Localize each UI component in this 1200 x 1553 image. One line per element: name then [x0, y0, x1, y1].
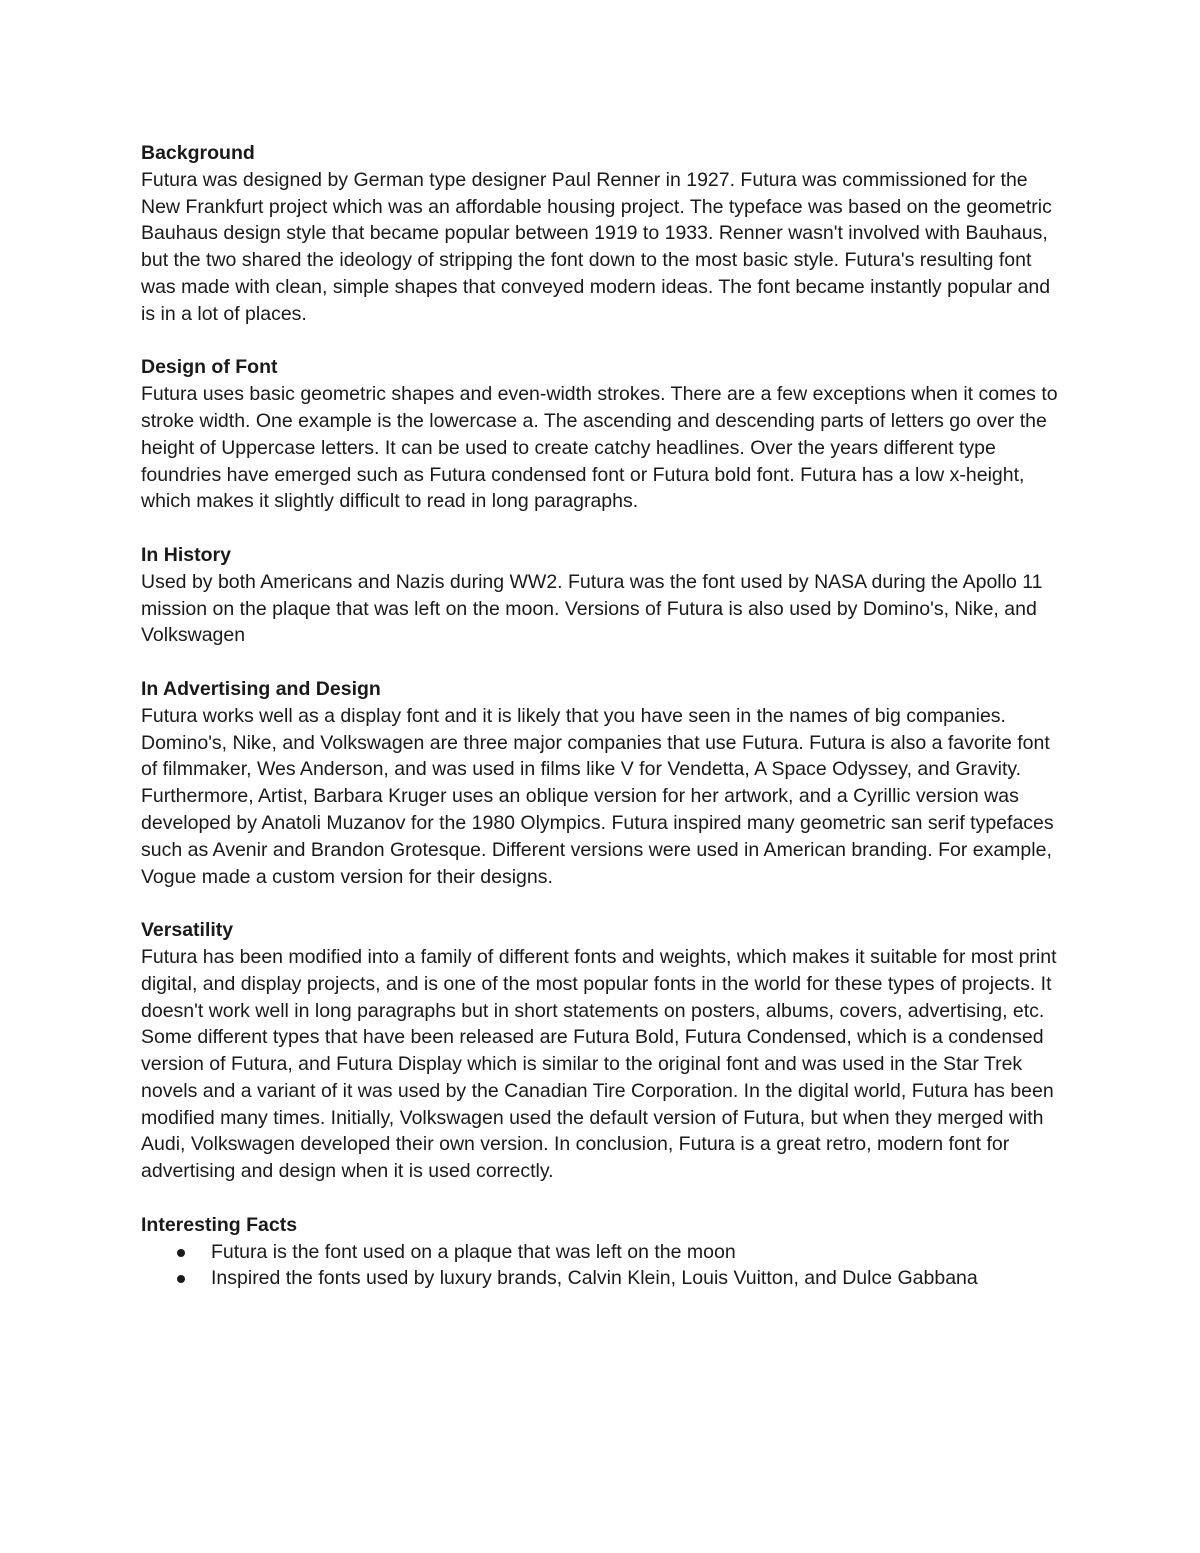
- facts-list: [141, 1239, 1061, 1293]
- section-heading: Versatility: [141, 919, 234, 942]
- section-design-of-font: [141, 354, 1061, 515]
- list-item-text: Futura is the font used on a plaque that was left on the moon: [211, 1240, 736, 1263]
- section-in-history: [141, 542, 1061, 649]
- section-interesting-facts: [141, 1212, 1061, 1292]
- section-heading: Design of Font: [141, 356, 278, 379]
- bullet-icon: [177, 1249, 185, 1257]
- bullet-icon: [177, 1275, 185, 1283]
- section-in-advertising-and-design: [141, 676, 1061, 890]
- section-paragraph: Futura uses basic geometric shapes and even-width strokes. There are a few exceptions when it comes to stroke width. One example is the lowercase a. The ascending and descending parts of letters go over the height of Uppercase letters. It can be used to create catchy headlines. Over the years different type foundries have emerged such as Futura condensed font or Futura bold font. Futura has a low x-height, which makes it slightly difficult to read in long paragraphs.: [141, 383, 1058, 513]
- section-background: [141, 140, 1061, 328]
- section-paragraph: Futura has been modified into a family of different fonts and weights, which makes it suitable for most print digital, and display projects, and is one of the most popular fonts in the world for these types of projects. It doesn't work well in long paragraphs but in short statements on posters, albums, covers, advertising, etc. Some different types that have been released are Futura Bold, Futura Condensed, which is a condensed version of Futura, and Futura Display which is similar to the original font and was used in the Star Trek novels and a variant of it was used by the Canadian Tire Corporation. In the digital world, Futura has been modified many times. Initially, Volkswagen used the default version of Futura, but when they merged with Audi, Volkswagen developed their own version. In conclusion, Futura is a great retro, modern font for advertising and design when it is used correctly.: [141, 945, 1057, 1183]
- section-heading: Interesting Facts: [141, 1213, 298, 1236]
- list-item-text: Inspired the fonts used by luxury brands, Calvin Klein, Louis Vuitton, and Dulce Gabbana: [211, 1267, 978, 1290]
- list-item: [211, 1265, 1061, 1292]
- section-heading: Background: [141, 142, 255, 164]
- section-heading: In Advertising and Design: [141, 677, 381, 700]
- document-page: [141, 140, 1061, 1319]
- section-versatility: [141, 917, 1061, 1185]
- section-paragraph: Futura was designed by German type designer Paul Renner in 1927. Futura was commissioned for the New Frankfurt project which was an affordable housing project. The typeface was based on the geometric Bauhaus design style that became popular between 1919 to 1933. Renner wasn't involved with Bauhaus, but the two shared the ideology of stripping the font down to the most basic style. Futura's resulting font was made with clean, simple shapes that conveyed modern ideas. The font became instantly popular and is in a lot of places.: [141, 168, 1052, 325]
- section-paragraph: Futura works well as a display font and it is likely that you have seen in the names of big companies. Domino's, Nike, and Volkswagen are three major companies that use Futura. Futura is also a favorite font of filmmaker, Wes Anderson, and was used in films like V for Vendetta, A Space Odyssey, and Gravity. Furthermore, Artist, Barbara Kruger uses an oblique version for her artwork, and a Cyrillic version was developed by Anatoli Muzanov for the 1980 Olympics. Futura inspired many geometric san serif typefaces such as Avenir and Brandon Grotesque. Different versions were used in American branding. For example, Vogue made a custom version for their designs.: [141, 704, 1054, 888]
- list-item: [211, 1239, 1061, 1266]
- section-paragraph: Used by both Americans and Nazis during WW2. Futura was the font used by NASA during the Apollo 11 mission on the plaque that was left on the moon. Versions of Futura is also used by Domino's, Nike, and Volkswagen: [141, 570, 1043, 647]
- section-heading: In History: [141, 543, 231, 566]
